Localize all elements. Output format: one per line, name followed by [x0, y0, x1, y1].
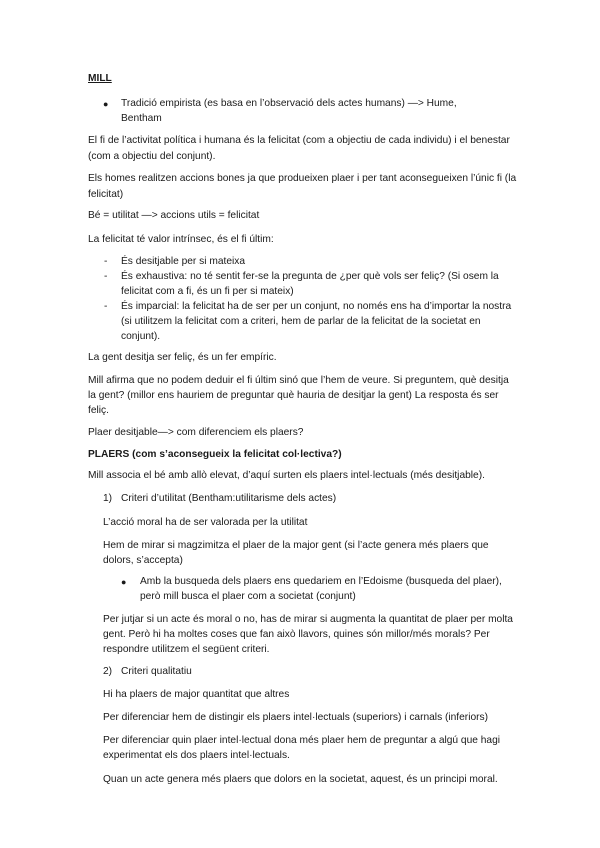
list-number: 2) [103, 666, 113, 677]
bullet-marker: ● [121, 577, 127, 587]
numbered-item-text: Criteri qualitatiu [121, 666, 192, 677]
paragraph-line: Mill afirma que no podem deduir el fi últim sinó que l’hem de veure. Si preguntem, què desitja [88, 375, 509, 386]
list-number: 1) [103, 493, 113, 504]
dash-item-line: conjunt). [121, 331, 161, 342]
bullet-text-line: Bentham [121, 113, 162, 124]
dash-marker: - [104, 301, 108, 312]
paragraph-line: gent. Però hi ha moltes coses que fan això llavors, quines són millor/més morals? Per [103, 629, 490, 640]
bullet-text-line: però mill busca el plaer com a societat (conjunt) [140, 591, 356, 602]
numbered-item-text: Criteri d’utilitat (Bentham:utilitarisme dels actes) [121, 493, 337, 504]
page-title: MILL [88, 73, 112, 84]
section-heading: PLAERS (com s’aconsegueix la felicitat col·lectiva?) [88, 449, 342, 460]
paragraph-line: Per diferenciar quin plaer intel·lectual dona més plaer hem de preguntar a algú que hagi [103, 735, 500, 746]
paragraph-line: dolors, s’accepta) [103, 555, 183, 566]
paragraph-line: experimentat els dos plaers intel·lectuals. [103, 750, 290, 761]
dash-marker: - [104, 271, 108, 282]
paragraph-line: Quan un acte genera més plaers que dolors en la societat, aquest, és un principi moral. [103, 774, 498, 785]
paragraph-line: Mill associa el bé amb allò elevat, d’aquí surten els plaers intel·lectuals (més desitjable). [88, 470, 485, 481]
bullet-text-line: Amb la busqueda dels plaers ens quedariem en l’Edoisme (busqueda del plaer), [140, 576, 502, 587]
paragraph-line: (com a objectiu del conjunt). [88, 151, 216, 162]
dash-item-line: (si utilitzem la felicitat com a criteri, hem de parlar de la felicitat de la societat en [121, 316, 481, 327]
paragraph-line: Per diferenciar hem de distingir els plaers intel·lectuals (superiors) i carnals (inferiors) [103, 712, 489, 723]
dash-item-line: És exhaustiva: no té sentit fer-se la pregunta de ¿per què vols ser feliç? (Si osem la [121, 271, 499, 282]
paragraph-line: La gent desitja ser feliç, és un fer empíric. [88, 352, 277, 363]
paragraph-line: la gent? (millor ens hauriem de preguntar què hauria de desitjar la gent) La resposta és ser [88, 390, 499, 401]
paragraph-line: El fi de l’activitat política i humana és la felicitat (com a objectiu de cada individu) i el benestar [88, 135, 510, 146]
paragraph-line: Hem de mirar si magzimitza el plaer de la major gent (si l’acte genera més plaers que [103, 540, 489, 551]
paragraph-line: Per jutjar si un acte és moral o no, has de mirar si augmenta la quantitat de plaer per molta [103, 614, 513, 625]
dash-item-line: felicitat com a fi, és un fi per si mateix) [121, 286, 294, 297]
paragraph-line: felicitat) [88, 189, 124, 200]
dash-item-line: És desitjable per si mateixa [121, 256, 246, 267]
paragraph-line: feliç. [88, 405, 109, 416]
bullet-marker: ● [103, 99, 109, 109]
paragraph-line: Els homes realitzen accions bones ja que produeixen plaer i per tant aconsegueixen l’únic fi (la [88, 173, 517, 184]
paragraph-line: Bé = utilitat —> accions utils = felicitat [88, 210, 260, 221]
dash-marker: - [104, 256, 108, 267]
bullet-text-line: Tradició empirista (es basa en l’observació dels actes humans) —> Hume, [121, 98, 457, 109]
paragraph-line: L’acció moral ha de ser valorada per la utilitat [103, 517, 308, 528]
paragraph-line: La felicitat té valor intrínsec, és el fi últim: [88, 234, 274, 245]
paragraph-line: Plaer desitjable—> com diferenciem els plaers? [88, 427, 304, 438]
paragraph-line: Hi ha plaers de major quantitat que altres [103, 689, 290, 700]
dash-item-line: És imparcial: la felicitat ha de ser per un conjunt, no només ens ha d’importar la nostra [121, 301, 512, 312]
paragraph-line: respondre utilitzem el següent criteri. [103, 644, 270, 655]
